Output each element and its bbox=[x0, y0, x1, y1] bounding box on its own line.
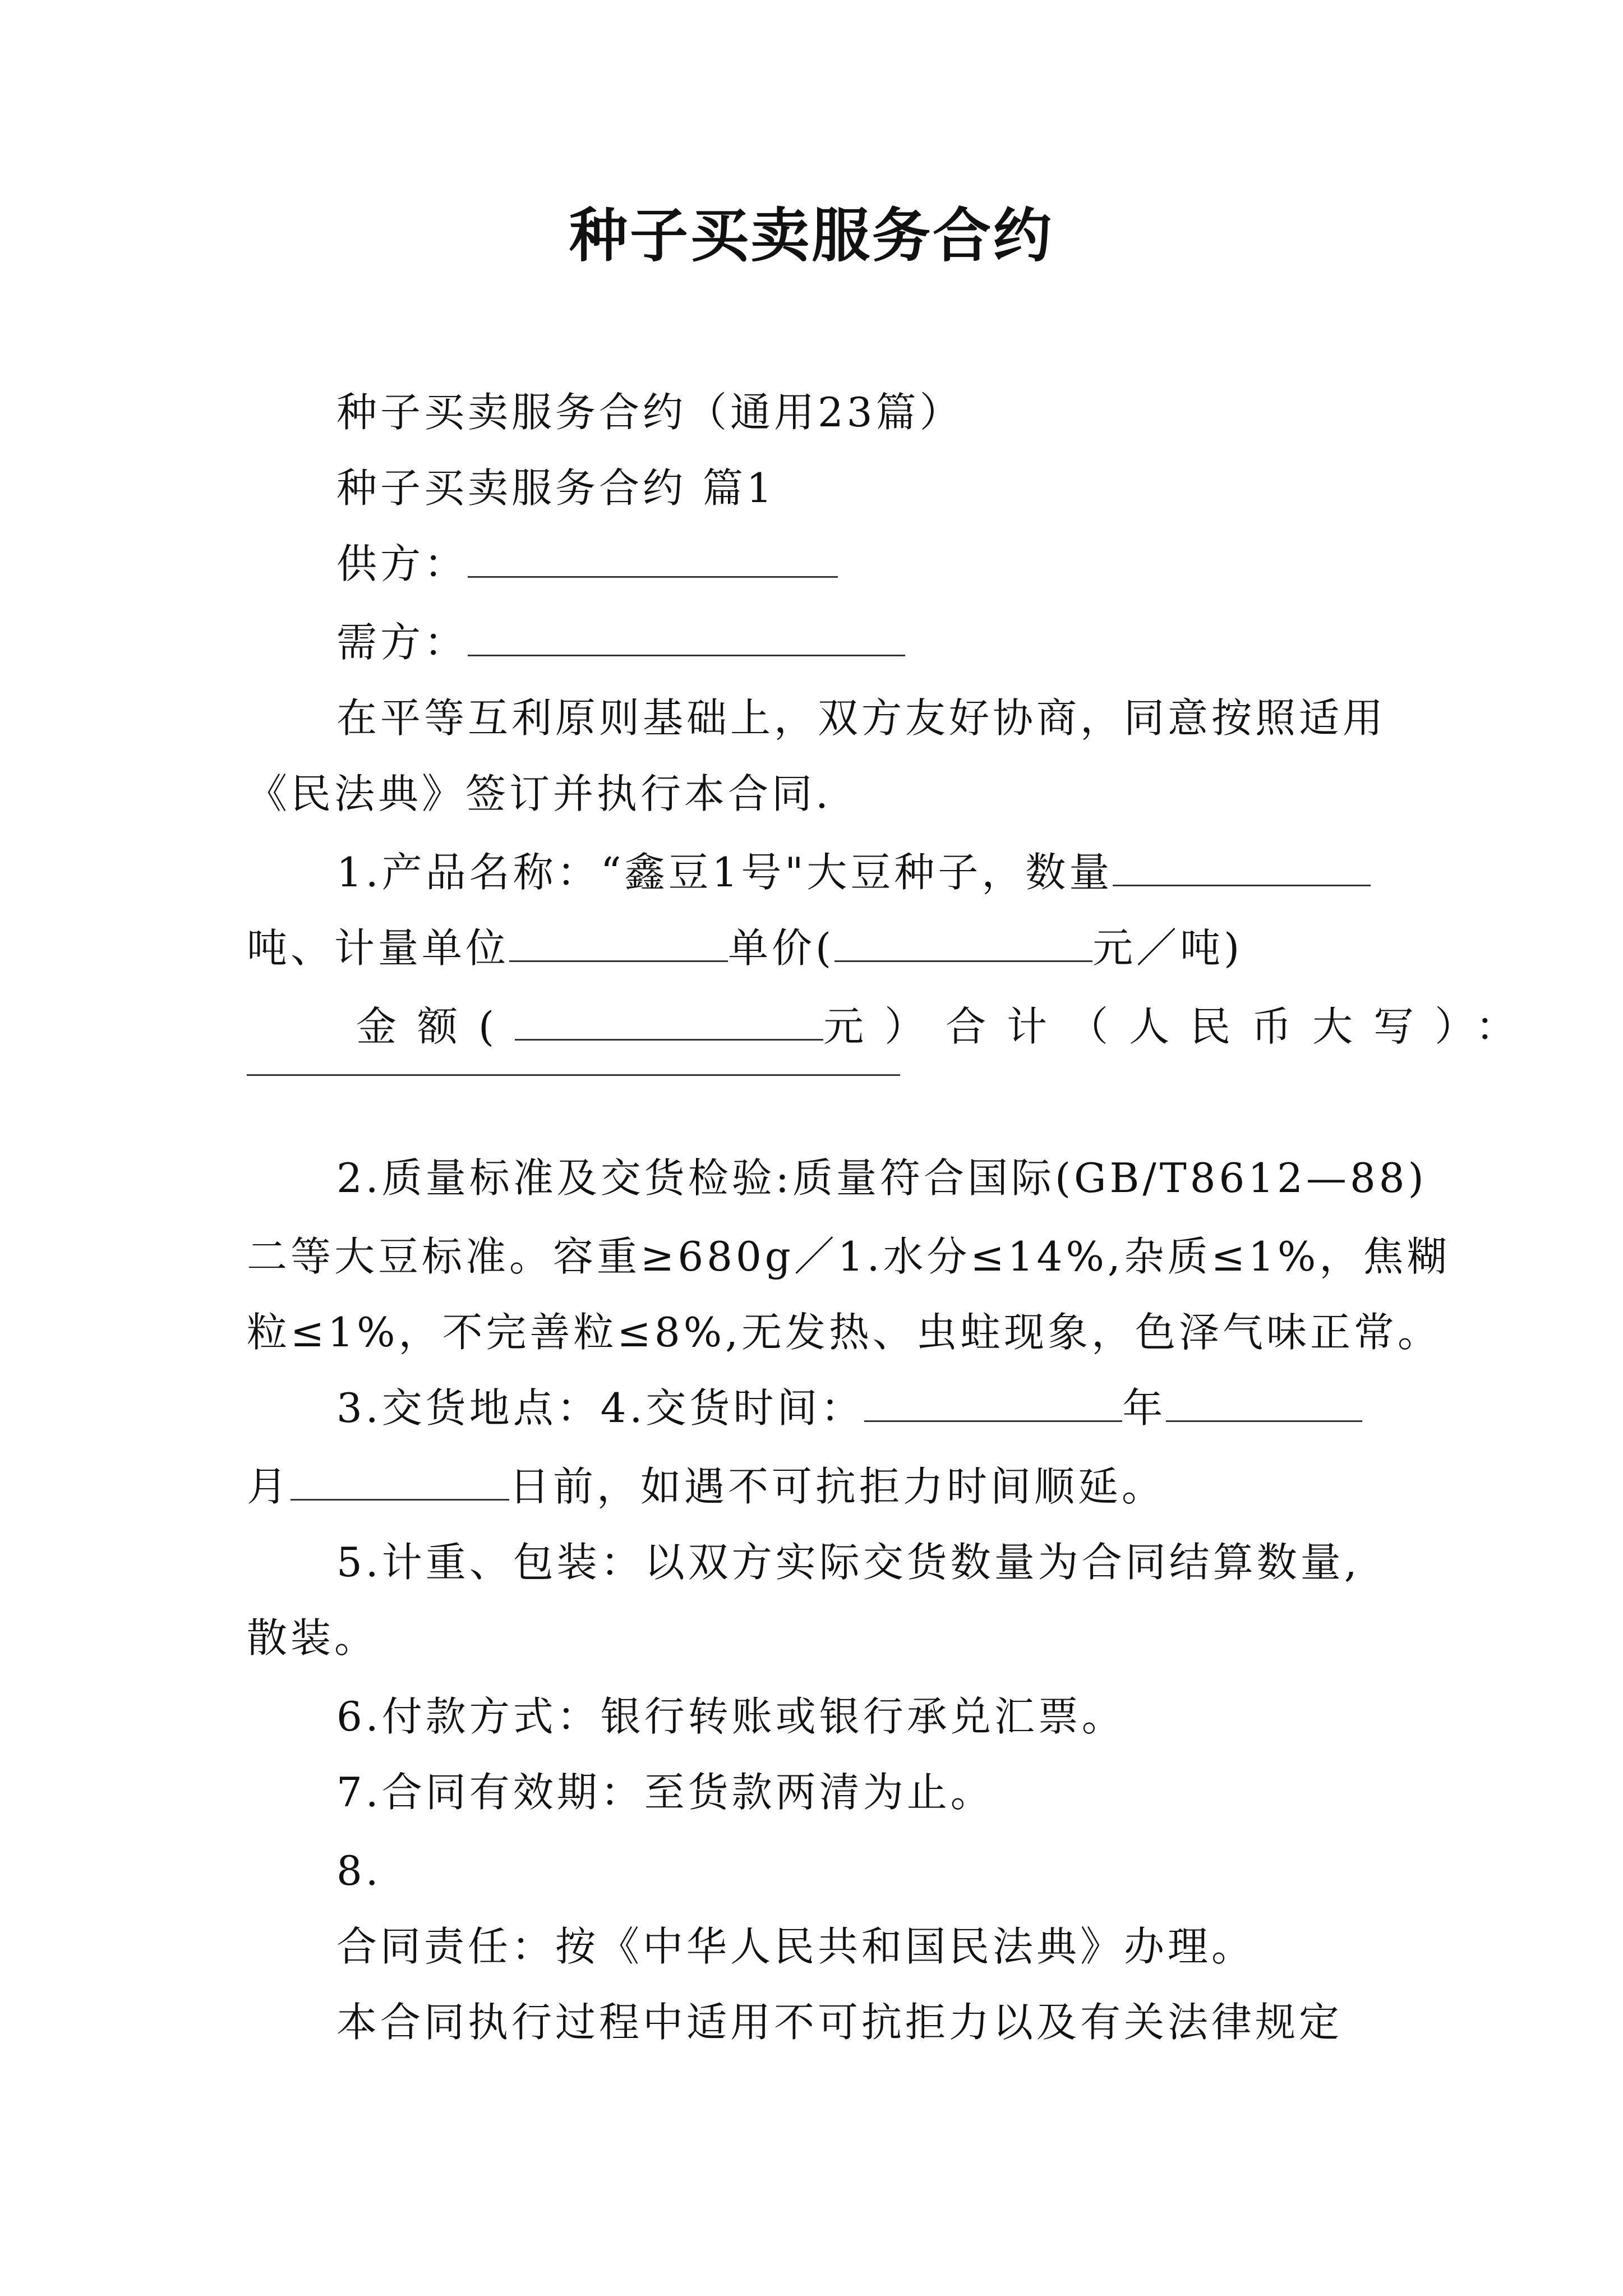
clause-1-text-c2: 元）合计（人民币大写）： bbox=[823, 1003, 1537, 1050]
unit-price-blank bbox=[834, 921, 1092, 962]
clause-8-text: 合同责任：按《中华人民共和国民法典》办理。 bbox=[336, 1923, 1256, 1970]
clause-2-line-c: 粒≤1%，不完善粒≤8%,无发热、虫蛀现象，色泽气味正常。 bbox=[247, 1309, 1441, 1356]
clause-3-text-a2: 年 bbox=[1122, 1384, 1166, 1432]
clause-5-line-a: 5.计重、包装：以双方实际交货数量为合同结算数量, bbox=[336, 1539, 1361, 1586]
clause-1-text-c1: 金额( bbox=[356, 1003, 515, 1050]
supplier-label: 供方： bbox=[336, 540, 468, 587]
clause-1-text-b3: 元／吨) bbox=[1092, 924, 1243, 972]
intro-line-1: 在平等互利原则基础上，双方友好协商，同意按照适用 bbox=[336, 694, 1387, 742]
amount-words-blank bbox=[247, 1074, 900, 1076]
buyer-label: 需方： bbox=[336, 619, 468, 666]
clause-7: 7.合同有效期：至货款两清为止。 bbox=[336, 1769, 994, 1816]
clause-2-line-a: 2.质量标准及交货检验:质量符合国际(GB/T8612—88) bbox=[336, 1154, 1427, 1202]
clause-1-text-b1: 吨、计量单位 bbox=[247, 924, 510, 972]
clause-1-line-c bbox=[356, 999, 1537, 1055]
amount-blank bbox=[515, 1000, 823, 1041]
clause-1-text-b2: 单价( bbox=[728, 924, 835, 972]
clause-6: 6.付款方式：银行转账或银行承兑汇票。 bbox=[336, 1693, 1126, 1740]
clause-3-text-b2: 日前，如遇不可抗拒力时间顺延。 bbox=[509, 1463, 1166, 1510]
buyer-line bbox=[336, 614, 905, 670]
clause-1-line-b bbox=[247, 920, 1243, 976]
delivery-month-blank bbox=[1166, 1381, 1362, 1422]
intro-line-2: 《民法典》签订并执行本合同. bbox=[247, 770, 832, 817]
clause-9-text: 本合同执行过程中适用不可抗拒力以及有关法律规定 bbox=[336, 1999, 1343, 2046]
document-subtitle: 种子买卖服务合约（通用23篇） bbox=[336, 389, 963, 436]
unit-blank bbox=[509, 921, 728, 962]
clause-3-line-b bbox=[247, 1458, 1165, 1515]
clause-3-line-a bbox=[336, 1380, 1362, 1436]
section-heading: 种子买卖服务合约 篇1 bbox=[336, 464, 776, 512]
clause-3-text-a1: 3.交货地点：4.交货时间： bbox=[336, 1384, 865, 1432]
buyer-blank bbox=[468, 615, 905, 656]
delivery-year-blank bbox=[864, 1381, 1122, 1422]
clause-5-line-b: 散装。 bbox=[247, 1614, 379, 1662]
clause-1-text-a: 1.产品名称：“鑫豆1号"大豆种子，数量 bbox=[336, 849, 1113, 896]
document-title: 种子买卖服务合约 bbox=[569, 201, 1054, 270]
quantity-blank bbox=[1113, 845, 1371, 886]
clause-8-number: 8. bbox=[336, 1847, 382, 1894]
clause-3-text-b1: 月 bbox=[247, 1463, 291, 1510]
clause-2-line-b: 二等大豆标准。容重≥680g／1.水分≤14%,杂质≤1%，焦糊 bbox=[247, 1233, 1451, 1280]
clause-1-line-a bbox=[336, 844, 1371, 900]
supplier-line bbox=[336, 536, 838, 592]
delivery-day-blank bbox=[291, 1460, 509, 1501]
supplier-blank bbox=[468, 537, 838, 578]
